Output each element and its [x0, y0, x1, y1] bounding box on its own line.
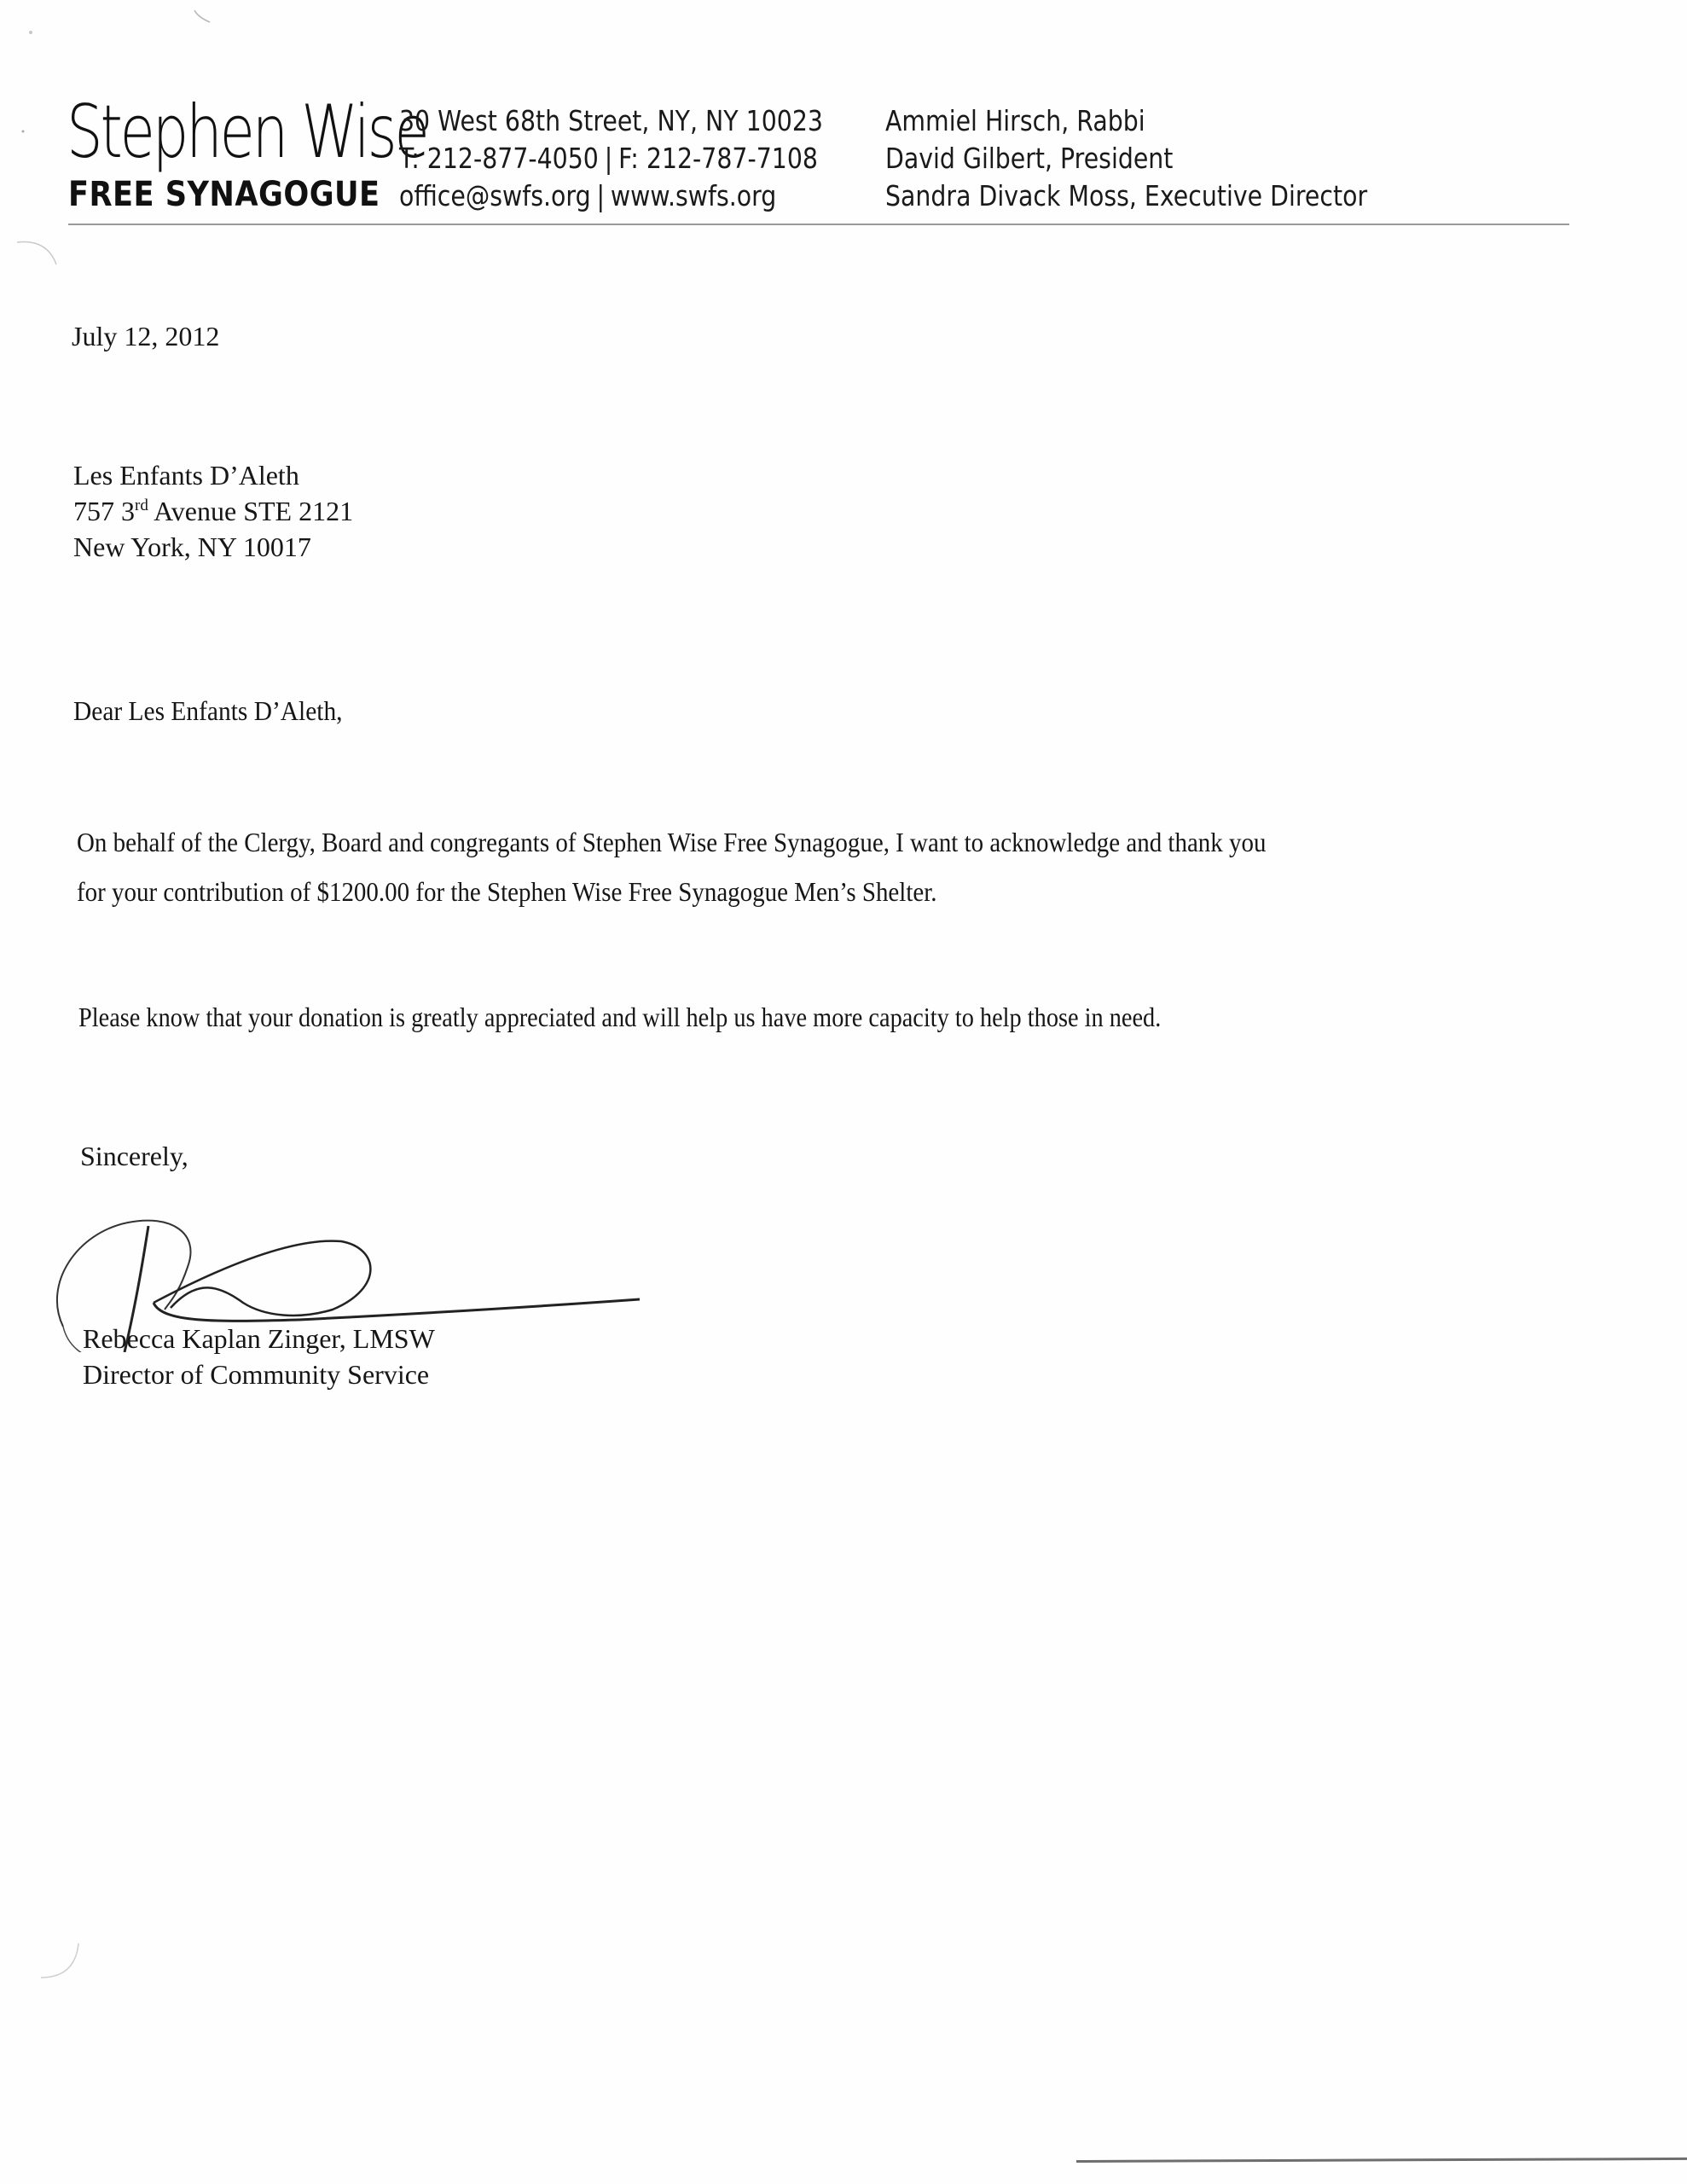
- recipient-name: Les Enfants D’Aleth: [73, 460, 299, 491]
- logo-stephen-wise: Stephen Wise: [67, 90, 427, 175]
- letterhead-website: www.swfs.org: [610, 179, 777, 212]
- separator: |: [596, 179, 606, 212]
- paragraph-line: On behalf of the Clergy, Board and congregants of Stephen Wise Free Synagogue, I want to acknowledge and thank you: [77, 827, 1267, 857]
- signature-block: [83, 1321, 435, 1392]
- separator: |: [604, 142, 613, 175]
- letterhead-phone: T: 212-877-4050: [399, 142, 599, 175]
- letterhead-address: 30 West 68th Street, NY, NY 10023: [399, 104, 823, 137]
- recipient-city: New York, NY 10017: [73, 531, 311, 562]
- recipient-street: [73, 493, 353, 529]
- paragraph-line: for your contribution of $1200.00 for the Stephen Wise Free Synagogue Men’s Shelter.: [77, 876, 937, 907]
- officer-rabbi: Ammiel Hirsch, Rabbi: [885, 104, 1145, 137]
- officer-executive-director: Sandra Divack Moss, Executive Director: [885, 179, 1368, 212]
- salutation: Dear Les Enfants D’Aleth,: [73, 695, 343, 726]
- letterhead-officers: [885, 102, 1367, 215]
- letter-date: July 12, 2012: [72, 321, 220, 351]
- letterhead-fax: F: 212-787-7108: [618, 142, 818, 175]
- letterhead-email-web: [399, 177, 823, 215]
- letterhead-email: office@swfs.org: [399, 179, 591, 212]
- street-number: 757 3: [73, 496, 135, 526]
- closing: Sincerely,: [80, 1141, 188, 1171]
- scan-artifact-bottom-left: [0, 1911, 102, 2013]
- letterhead-phone-fax: [399, 140, 823, 177]
- signer-title: Director of Community Service: [83, 1359, 430, 1390]
- signer-name: Rebecca Kaplan Zinger, LMSW: [83, 1323, 435, 1354]
- letterhead-contact: [399, 102, 823, 215]
- letterhead-divider: [68, 224, 1569, 225]
- scan-edge-line: [1076, 2158, 1687, 2163]
- paragraph-appreciation: Please know that your donation is greatly appreciated and will help us have more capacity to help those in need.: [78, 1002, 1162, 1032]
- street-ordinal: rd: [135, 497, 148, 514]
- officer-president: David Gilbert, President: [885, 142, 1174, 175]
- recipient-address: [73, 457, 353, 565]
- paragraph-acknowledgement: [77, 817, 1266, 916]
- street-name: Avenue STE 2121: [148, 496, 354, 526]
- logo-free-synagogue: FREE SYNAGOGUE: [68, 175, 380, 214]
